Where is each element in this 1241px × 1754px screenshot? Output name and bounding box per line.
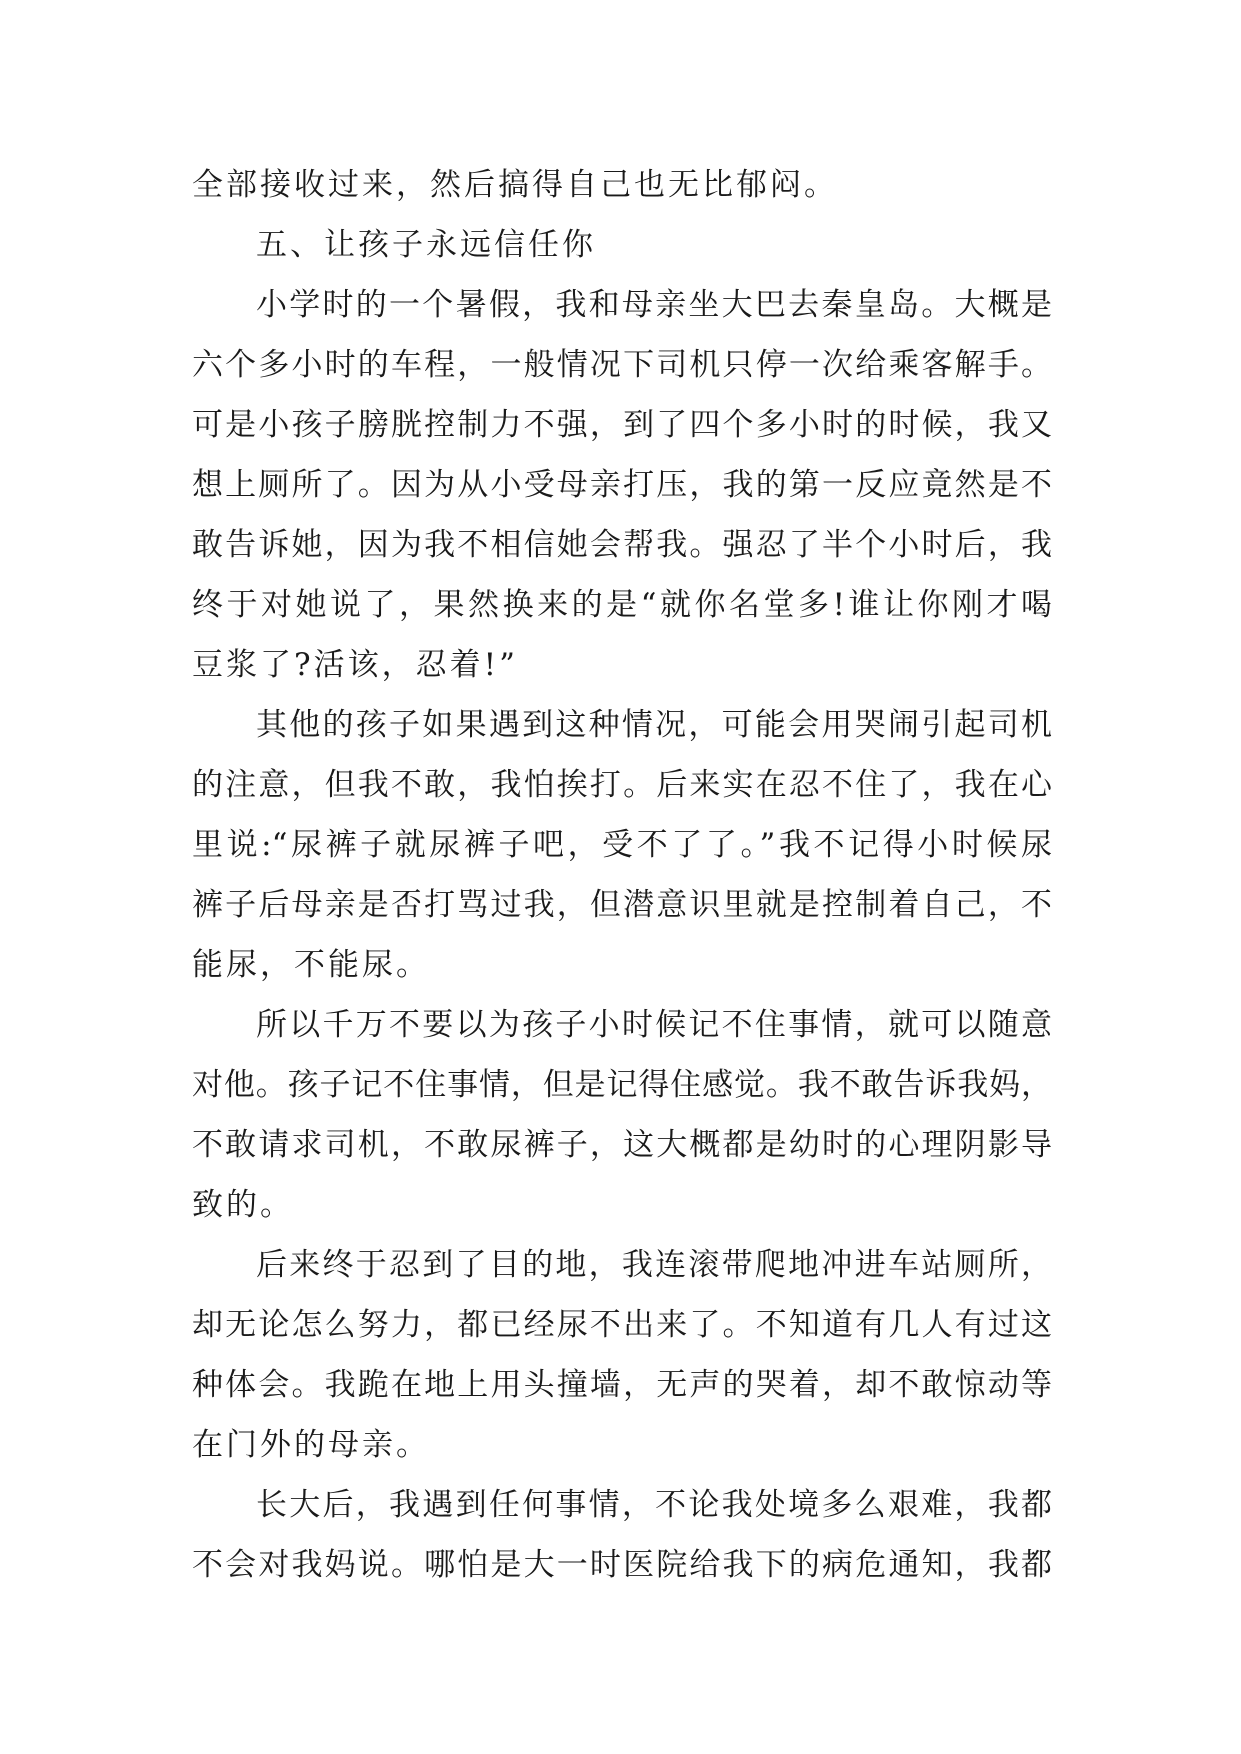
text-line: 全部接收过来，然后搞得自己也无比郁闷。 — [192, 167, 838, 203]
text-line: 小学时的一个暑假，我和母亲坐大巴去秦皇岛。大概是 — [256, 287, 1052, 323]
text-line: 终于对她说了，果然换来的是“就你名堂多!谁让你刚才喝 — [192, 587, 1052, 623]
text-line: 想上厕所了。因为从小受母亲打压，我的第一反应竟然是不 — [192, 467, 1052, 503]
text-line: 却无论怎么努力，都已经尿不出来了。不知道有几人有过这 — [192, 1307, 1052, 1343]
text-line: 可是小孩子膀胱控制力不强，到了四个多小时的时候，我又 — [192, 407, 1052, 443]
text-line: 后来终于忍到了目的地，我连滚带爬地冲进车站厕所， — [256, 1247, 1052, 1283]
text-line: 的注意，但我不敢，我怕挨打。后来实在忍不住了，我在心 — [192, 767, 1052, 803]
text-line: 能尿，不能尿。 — [192, 947, 430, 983]
text-line: 六个多小时的车程，一般情况下司机只停一次给乘客解手。 — [192, 347, 1052, 383]
text-line: 里说:“尿裤子就尿裤子吧，受不了了。”我不记得小时候尿 — [192, 827, 1052, 863]
section-heading: 五、让孩子永远信任你 — [256, 227, 596, 263]
text-line: 所以千万不要以为孩子小时候记不住事情，就可以随意 — [256, 1007, 1052, 1043]
text-line: 不敢请求司机，不敢尿裤子，这大概都是幼时的心理阴影导 — [192, 1127, 1052, 1163]
text-line: 致的。 — [192, 1187, 294, 1223]
text-line: 长大后，我遇到任何事情，不论我处境多么艰难，我都 — [256, 1487, 1052, 1523]
text-line: 豆浆了?活该，忍着!” — [192, 647, 518, 683]
text-line: 敢告诉她，因为我不相信她会帮我。强忍了半个小时后，我 — [192, 527, 1052, 563]
text-line: 种体会。我跪在地上用头撞墙，无声的哭着，却不敢惊动等 — [192, 1367, 1052, 1403]
text-line: 其他的孩子如果遇到这种情况，可能会用哭闹引起司机 — [256, 707, 1052, 743]
text-line: 裤子后母亲是否打骂过我，但潜意识里就是控制着自己，不 — [192, 887, 1052, 923]
text-line: 不会对我妈说。哪怕是大一时医院给我下的病危通知，我都 — [192, 1547, 1052, 1583]
text-line: 对他。孩子记不住事情，但是记得住感觉。我不敢告诉我妈， — [192, 1067, 1052, 1103]
text-line: 在门外的母亲。 — [192, 1427, 430, 1463]
